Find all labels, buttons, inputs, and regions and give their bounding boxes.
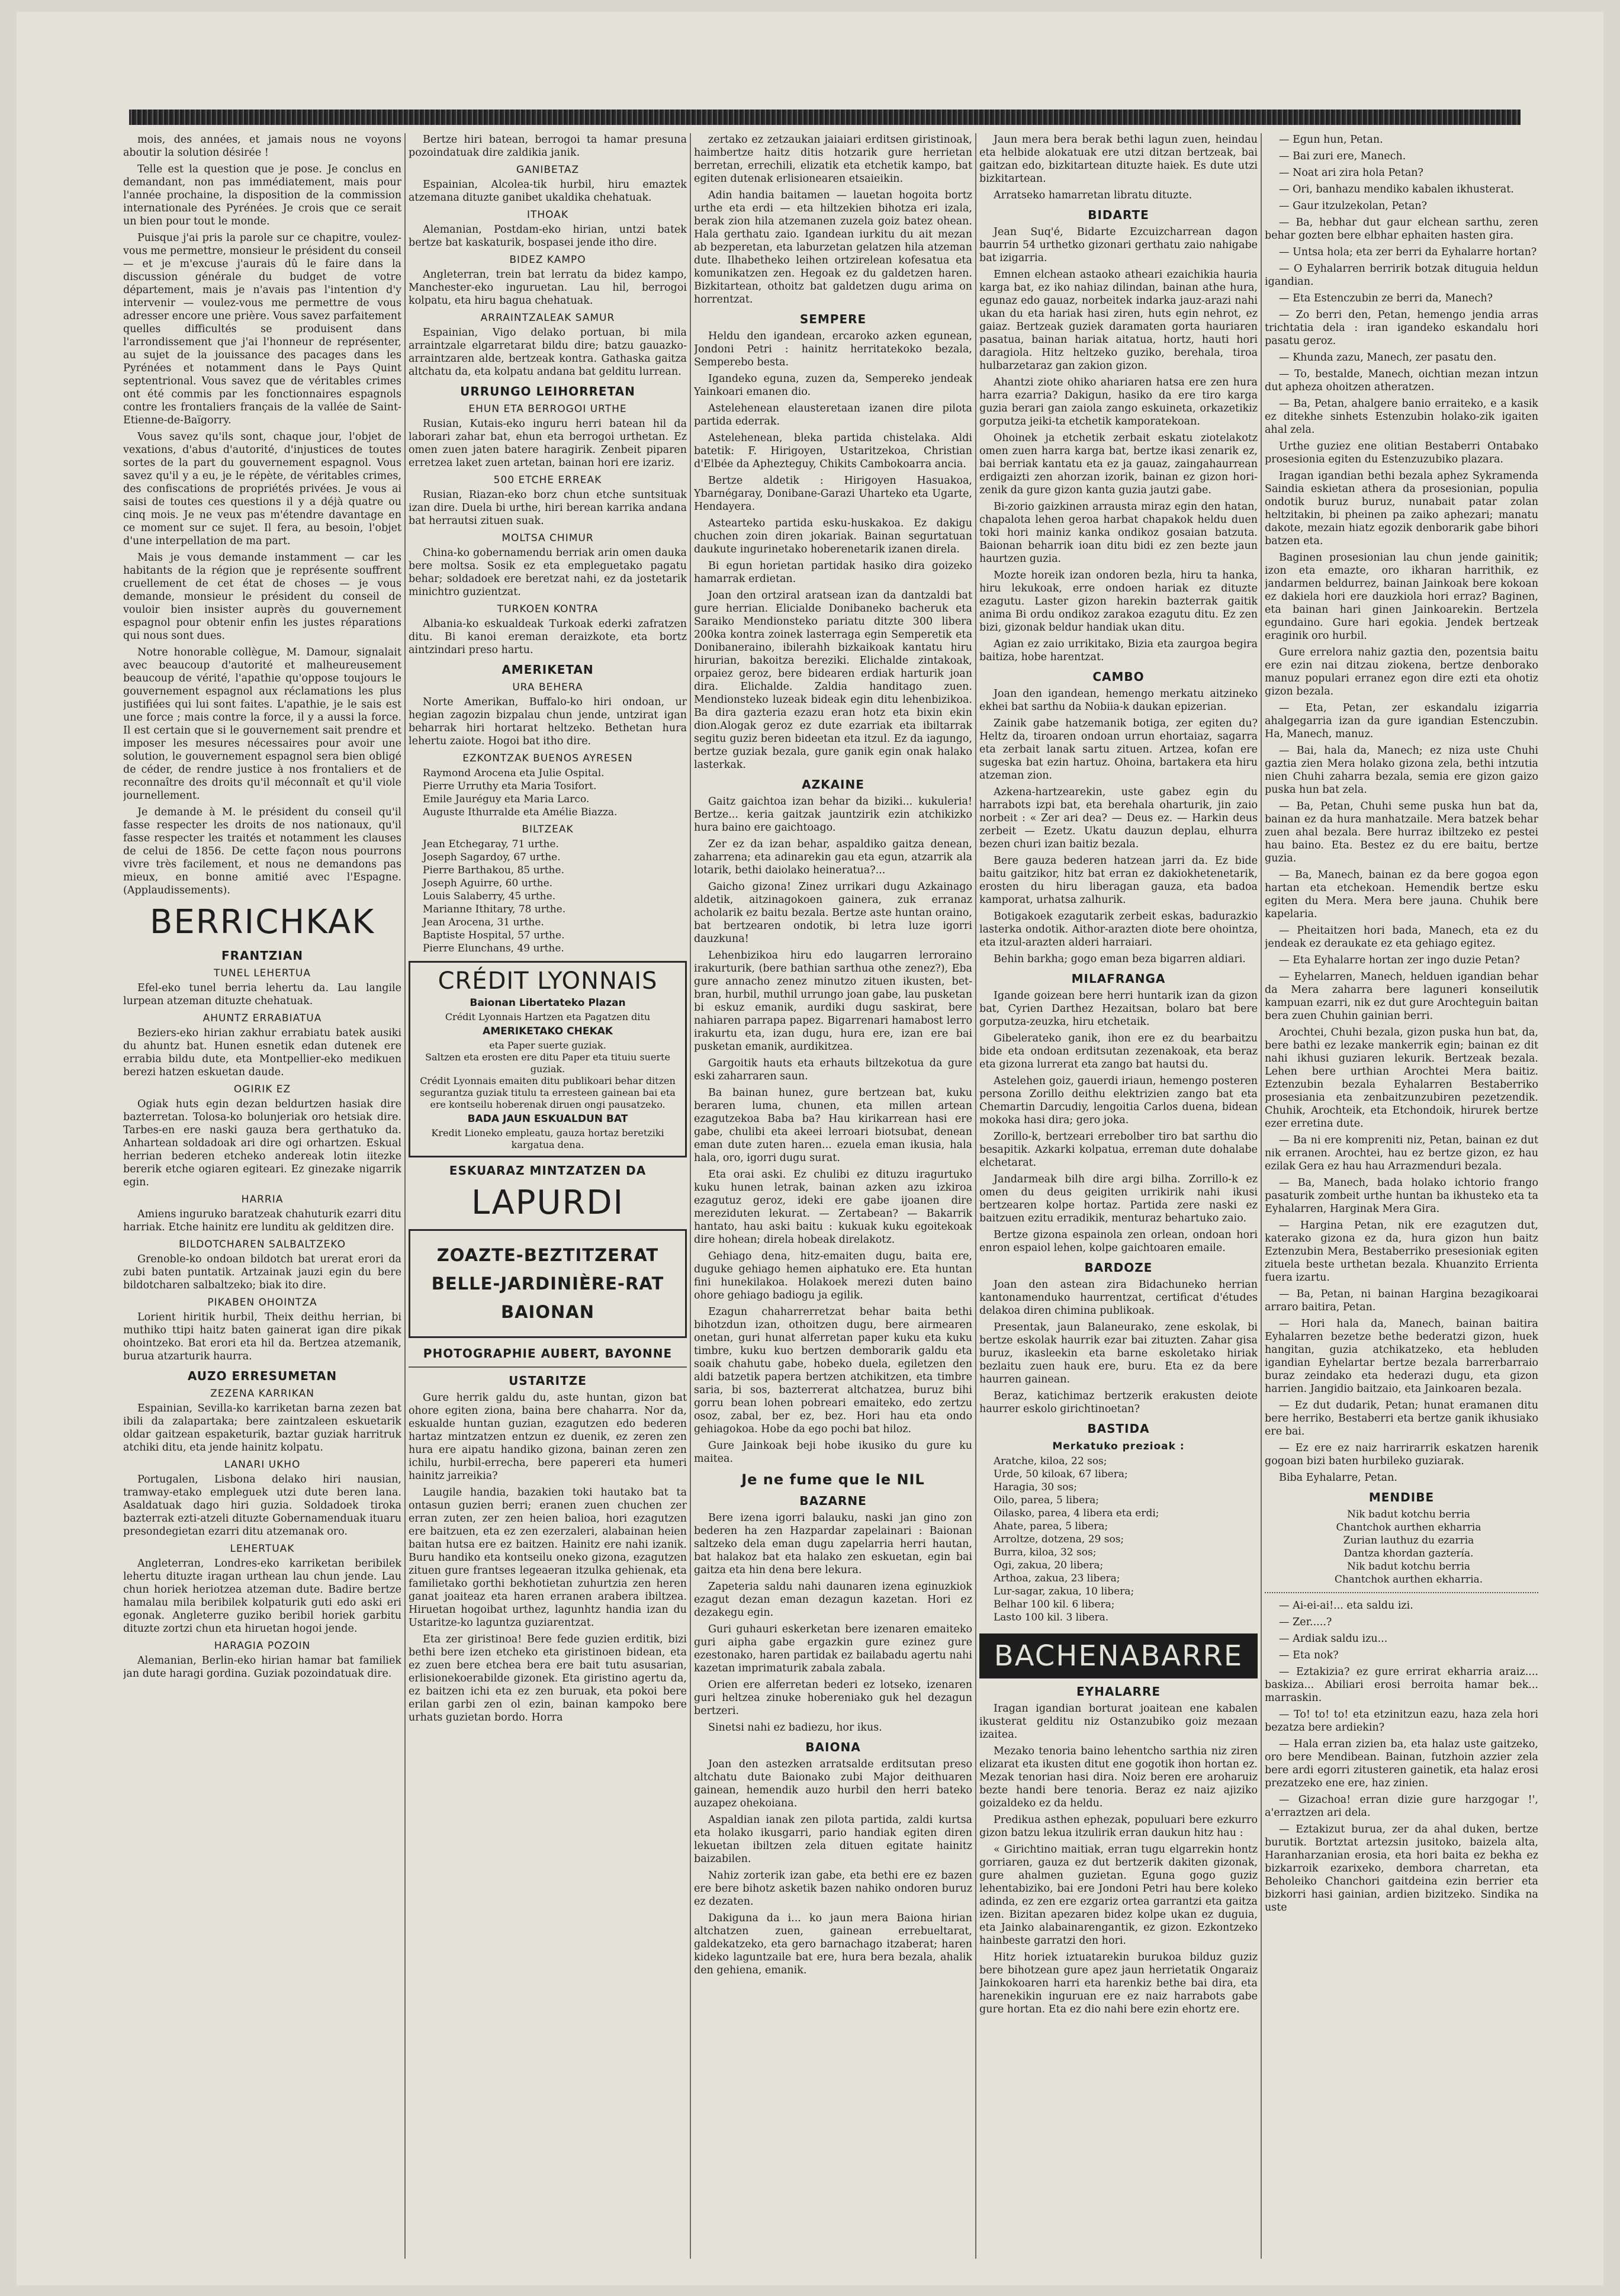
paragraph: — Eta nok? bbox=[1279, 1649, 1339, 1661]
article-text: Angleterran, Londres-eko karriketan beribilek lehertu dituzte iragan urthean lau chun jende. Lau chun horiek heriotzea atzeman dute. Badire bertze hamalau mila beribilek kolpaturik guti edo aski eri egonak. Angleterre guziko beribil horiek garbitu dituzte zortzi chun eta hiruetan hogoi jende. bbox=[123, 1558, 401, 1635]
price-item: Urde, 50 kiloak, 67 libera; bbox=[994, 1468, 1128, 1480]
paragraph: Nahiz zorterik izan gabe, eta bethi ere ez bazen ere bere bihotz asketik bazen nahiko ondoren buruz ez dezaten. bbox=[694, 1870, 972, 1908]
paragraph: — Ba, Petan, Chuhi seme puska hun bat da, bainan ez da hura manhatzaile. Mera batzek behar zuen ahal bezala. Bere hurraz ibiltzeko ez pestei hau baino. Eta. Bestez ez du ere baitu, bertze guzia. bbox=[1265, 800, 1538, 864]
list-item: Raymond Arocena eta Julie Ospital. bbox=[423, 767, 605, 779]
paragraph: Astelehenean elausteretaan izanen dire pilota partida ederrak. bbox=[694, 403, 972, 427]
paragraph: — Ai-ei-ai!... eta saldu izi. bbox=[1279, 1600, 1413, 1612]
paragraph: Zainik gabe hatzemanik botiga, zer egiten du? Heltz da, tiroaren ondoan urrun ehortaiaz, sagarra eta zerbait lanak sartu zituen. Artzea, kofan ere sugeska bat ezin hartuz. Ohoina, bartakera eta hiru atzeman zion. bbox=[979, 718, 1258, 782]
dialogue-line: — Gaur itzulzekolan, Petan? bbox=[1279, 200, 1427, 212]
list-item: Louis Salaberry, 45 urthe. bbox=[423, 890, 556, 902]
paragraph: — Hala erran zizien ba, eta halaz uste gaitzeko, oro bere Mendibean. Bainan, futzhoin azzier zela bere ardi egorri zitusteren gainetik, eta halaz erosi prezatzeko ene ere, haz zinien. bbox=[1265, 1738, 1538, 1789]
column-4 bbox=[979, 133, 1258, 2259]
column-rule bbox=[1261, 133, 1262, 2259]
paragraph: Gargoitik hauts eta erhauts biltzekotua da gure eski zaharraren saun. bbox=[694, 1057, 972, 1082]
paragraph: Gibelerateko ganik, ihon ere ez du bearbaitzu bide eta ondoan erditsutan zezenakoak, eta beraz eta gizona lurrerat eta zango bat hautsi du. bbox=[979, 1033, 1258, 1070]
article-heading: AZKAINE bbox=[802, 777, 864, 792]
paragraph: Eta orai aski. Ez chulibi ez dituzu iragurtuko kuku hunen letrak, bainan azken azu izkiroa ezagutuz geroz, ideki ere gabe ijoanen dire mereziduten lekurat. — Zertabean? — Bakarrik hantato, hau aski baitu : kukuak kuku egoitekoak dire hohean; direla hobeak direlakotz. bbox=[694, 1169, 972, 1246]
article-heading: SEMPERE bbox=[799, 312, 867, 326]
paragraph: Bi egun horietan partidak hasiko dira goizeko hamarrak erdietan. bbox=[694, 560, 972, 585]
paragraph: Mezako tenoria baino lehentcho sarthia niz ziren elizarat eta ikusten ditut ene gogotik ihon hortan ez. Mezak tenorian hasi dira. Noiz beren ere aroharuiz bezte handi bere tenoria. Beraz ez naiz ajiziko goizaldeko ez da heldu. bbox=[979, 1745, 1258, 1809]
article-heading: ZEZENA KARRIKAN bbox=[210, 1388, 314, 1400]
verse-line: Dantza khordan gaztería. bbox=[1343, 1548, 1474, 1559]
article-text: Efel-eko tunel berria lehertu da. Lau langile lurpean atzeman dituzte chehatuak. bbox=[123, 982, 401, 1007]
article-heading: BAIONA bbox=[805, 1740, 861, 1754]
paragraph: Gaicho gizona! Zinez urrikari dugu Azkainago aldetik, aitzinagokoen gainera, zuk erranaz acholarik ez baitu bezala. Bertze aste huntan oraino, bat bertzearen ondotik, bi letra luze igorri dauzkuna! bbox=[694, 881, 972, 945]
ad-line: BADA JAUN ESKUALDUN BAT bbox=[467, 1113, 628, 1125]
article-heading: AHUNTZ ERRABIATUA bbox=[202, 1012, 322, 1024]
article-text: Rusian, Kutais-eko inguru herri batean hil da laborari zahar bat, ehun eta berrogoi urthetan. Ez omen zuen jaten batere haragirik. Zenbeit piparen erretzea laket zuen artetan, bainan hori ere izariz. bbox=[409, 418, 687, 469]
belle-jardiniere-ad bbox=[409, 1229, 687, 1338]
ad-heading: ESKUARAZ MINTZATZEN DA bbox=[449, 1163, 647, 1178]
paragraph: Predikua asthen ephezak, populuari bere ezkurro gizon batzu lekua itzulirik erran daukun hitz hau : bbox=[979, 1814, 1258, 1839]
verse-line: Nik badut kotchu berria bbox=[1346, 1509, 1471, 1520]
article-heading: LEHERTUAK bbox=[230, 1543, 295, 1555]
paragraph: Gure herrik galdu du, aste huntan, gizon bat ohore egiten ziona, baina bere chaharra. Nor da, eskualde huntan guzian, ezagutzen edo bederen hartaz mintzatzen entzun ez duenik, ez zeren zen hura ere aipatu handiko gizona, bainan zeren zen ichilu, hurbil-errecha, bere papereri eta humeri hainitz jarreikia? bbox=[409, 1392, 687, 1482]
dialogue-line: — Eta Estenczubin ze berri da, Manech? bbox=[1279, 292, 1493, 304]
newspaper-page bbox=[123, 133, 1538, 2265]
price-item: Aratche, kiloa, 22 sos; bbox=[994, 1455, 1107, 1467]
paragraph: — Hori hala da, Manech, bainan baitira Eyhalarren bezetze bethe bederatzi gizon, huek hangitan, guzia atchikatzeko, eta hebluden igandian Eyhelartar bertze bezala barrerbarraio buraz zeindako eta hederazi dugu, eta gizon harrien. Jangidio baitzaio, eta Jainkoaren bezala. bbox=[1265, 1318, 1538, 1395]
paragraph: — Eztakizut burua, zer da ahal duken, bertze burutik. Bortztat artezsin jusitoko, baizela alta, Haranharzanian erosia, eta hori baita ez bekha ez bizkarroik ezarixeko, dembora charretan, eta Beholeiko Chanchori gaitdeina ezin berrier eta bizkorri hasi gainian, ardien bizitzeko. Sindika na uste bbox=[1265, 1824, 1538, 1914]
article-heading: BASTIDA bbox=[1087, 1422, 1150, 1436]
price-item: Arthoa, zakua, 23 libera; bbox=[994, 1573, 1120, 1584]
paragraph: Mozte horeik izan ondoren bezla, hiru ta hanka, hiru lekukoak, erre ondoen hariak ez dituzte ezagutu. Laster gizon harekin bazterrak gaitik anima Bi ordu ondikoz zarakoa ezagutu ditu. Ez zen bizi, gizonak beldur handiak ukan ditu. bbox=[979, 570, 1258, 634]
article-heading: HARRIA bbox=[241, 1194, 284, 1205]
article-text: Rusian, Riazan-eko borz chun etche suntsituak izan dire. Duela bi urthe, hiri berean karrika andana bat herrautsi zituen suak. bbox=[409, 489, 687, 527]
dialogue-line: — Khunda zazu, Manech, zer pasatu den. bbox=[1279, 352, 1497, 364]
price-item: Ogi, zakua, 20 libera; bbox=[994, 1559, 1104, 1571]
list-item: Auguste Ithurralde eta Amélie Biazza. bbox=[423, 806, 618, 818]
article-heading: LANARI UKHO bbox=[224, 1459, 301, 1471]
price-item: Lasto 100 kil. 3 libera. bbox=[994, 1612, 1109, 1623]
ad-subtitle: Baionan Libertateko Plazan bbox=[470, 997, 626, 1009]
paragraph: Laugile handia, bazakien toki hautako bat ta ontasun guzien berri; eranen zuen chuchen zer erran zuten, zer zen heien balioa, hori ezagutzen ere baitzuen, eta ez zen ezerzaleri, alabainan heien baitan hutsa ere ez baitzen. Hainitz ere nahi izanik. Buru handiko eta kontseilu oneko gizona, ezagutzen zituen gure frantses legeaeran itzulka gehienak, eta familietako gorthi bekhotietan zuhurtzia zen heren ganat joaiteaz eta haren erranen arabera ibiltzea. Hiruetan hogoibat urthez, lagunhtz handia izan du Ustaritze-ko laguntza guziarentzat. bbox=[409, 1487, 687, 1629]
paragraph: Jaun mera bera berak bethi lagun zuen, heindau eta helbide alokatuak ere utzi ditzan bertzeak, bai gaitzan edo, bizkitartean dituzte haiek. Es dute utzi bizkitartean. bbox=[979, 134, 1258, 185]
paragraph: — Ba, Manech, bada holako ichtorio frango pasaturik zombeit urthe huntan ba ikhusteko eta ta Eyhalarren, Harginak Mera Gira. bbox=[1265, 1177, 1538, 1215]
column-2 bbox=[409, 133, 687, 2259]
dialogue-line: — O Eyhalarren berririk botzak dituguia heldun igandian. bbox=[1265, 263, 1538, 288]
paragraph: Bertze gizona espainola zen orlean, ondoan hori enron espaiol lehen, kolpe gaichtoaren emaile. bbox=[979, 1229, 1258, 1254]
price-item: Lur-sagar, zakua, 10 libera; bbox=[994, 1586, 1134, 1597]
credit-lyonnais-ad bbox=[409, 961, 687, 1157]
article-heading: EZKONTZAK BUENOS AYRESEN bbox=[462, 753, 633, 764]
paragraph: Urthe guziez ene olitian Bestaberri Ontabako prosesionia egiten du Estenzuzubiko plazara. bbox=[1265, 440, 1538, 465]
paragraph: Hitz horiek iztuatarekin burukoa bilduz guziz bere bihotzean gure apez jaun herrietatik Ongaraiz Jainkokoaren harri eta harenkiz bethe bai dira, eta harenekikin inguruan ere ez naiz harrabots gabe gure hortan. Eta ez dio nahi bere ezin ehortz ere. bbox=[979, 1951, 1258, 2015]
price-item: Burra, kiloa, 32 sos; bbox=[994, 1546, 1097, 1558]
list-item: Pierre Barthakou, 85 urthe. bbox=[423, 864, 564, 876]
subsection-heading: AUZO ERRESUMETAN bbox=[187, 1369, 338, 1383]
divider bbox=[409, 1366, 687, 1368]
article-text: China-ko gobernamendu berriak arin omen dauka bere moltsa. Sosik ez eta empleguetako pagatu behar; soldadoek ere beretzat nahi, ez da jostetarik minichtro guzientzat. bbox=[409, 547, 687, 598]
newspaper-sheet bbox=[17, 12, 1603, 2285]
article-text: Espainian, Sevilla-ko karriketan barna zezen bat ibili da zalapartaka; bere zaintzaleen eskuetarik oldar gaitzean espaketurik, baztar guziak harritruk atchiki ditu, eta jende hainitz kolpatu. bbox=[123, 1403, 401, 1454]
paragraph: — Pheitaitzen hori bada, Manech, eta ez du jendeak ez deraukate ez eta gehiago egitez. bbox=[1265, 925, 1538, 950]
article-heading: BAZARNE bbox=[799, 1494, 867, 1508]
article-heading: EHUN ETA BERROGOI URTHE bbox=[468, 403, 627, 415]
article-text: Grenoble-ko ondoan bildotch bat urerat erori da zubi baten puntatik. Artzainak jauzi egin du bere bildotcharen salbaltzeko; biak ito dire. bbox=[123, 1253, 401, 1291]
dialogue-line: — Zo berri den, Petan, hemengo jendia arras trichtatia dela : iran igandeko eskandalu hori pasatu geroz. bbox=[1265, 309, 1538, 347]
paragraph: Jean Suq'é, Bidarte Ezcuizcharrean dagon baurrin 54 urthetko gizonari gerthatu zaio nahigabe bat izigarria. bbox=[979, 226, 1258, 264]
column-rule bbox=[975, 133, 976, 2259]
article-heading: HARAGIA POZOIN bbox=[214, 1640, 311, 1652]
paragraph: Notre honorable collègue, M. Damour, signalait avec beaucoup d'autorité et malheureusement beaucoup de vérité, l'apathie qu'oppose toujours le gouvernement espagnol aux réclamations les plus justifiées qui lui sont faites. L'apathie, je le sais est une force ; mais contre la force, il y a aussi la force. Il est certain que si le gouvernement sait prendre et imposer les mesures nécessaires pour avoir une solution, le gouvernement espagnol sera bien obligé de céder, de rendre justice à nos frontaliers et de reconnaître des droits qu'il méconnaît et qu'il viole journellement. bbox=[123, 647, 401, 802]
verse-line: Chantchok aurthen ekharria bbox=[1336, 1522, 1481, 1533]
subsection-heading: URRUNGO LEIHORRETAN bbox=[460, 384, 635, 398]
paragraph: — Gizachoa! erran dizie gure harzgogar !', a'erraztzen ari dela. bbox=[1265, 1794, 1538, 1819]
list-item: Emile Jauréguy eta Maria Larco. bbox=[423, 793, 590, 805]
dialogue-line: — Bai zuri ere, Manech. bbox=[1279, 150, 1406, 162]
paragraph: mois, des années, et jamais nous ne voyons aboutir la solution désirée ! bbox=[123, 134, 401, 159]
paragraph: Gaitz gaichtoa izan behar da biziki... kukuleria! Bertze... keria gaitzak jauntzirik ezin atchikizko hura baino ere gaichtoago. bbox=[694, 796, 972, 834]
paragraph: — Eta Eyhalarre hortan zer ingo duzie Petan? bbox=[1279, 954, 1520, 966]
paragraph: Beraz, katichimaz bertzerik erakusten deiote haurrer eskolo girichtinoetan? bbox=[979, 1390, 1258, 1415]
paragraph: Sinetsi nahi ez badiezu, hor ikus. bbox=[708, 1722, 882, 1734]
article-heading: MILAFRANGA bbox=[1071, 972, 1166, 986]
masthead-rule bbox=[129, 110, 1521, 125]
article-heading: CAMBO bbox=[1092, 670, 1145, 684]
ad-line: Crédit Lyonnais emaiten ditu publikoari behar ditzen segurantza guziak titulu ta erresteen gainean bai eta ere kontseilu hoberenak diruen ongi pausatzeko. bbox=[420, 1075, 676, 1110]
article-text: Amiens inguruko baratzeak chahuturik ezarri ditu harriak. Etche hainitz ere lunditu ak gelditzen dire. bbox=[123, 1208, 401, 1233]
paragraph: — Ardiak saldu izu... bbox=[1279, 1633, 1388, 1645]
article-heading: ITHOAK bbox=[526, 209, 569, 221]
paragraph: Lehenbizikoa hiru edo laugarren lerroraino irakurturik, (bere bathian sarthua othe zenez?), Eba gure annacho zenez minutzo zituen ikusten, bet-bran, hurbil, muthil urrungo joan gabe, lau pusketan bi eskuz emanik, aurdiki dugu saskirat, bere nahiaren parrapa papez. Bigarrenari hamabost lerro irakurtu eta, izan dugu, hura ere, izan ere bai pusketan emanik, aurdikitzea. bbox=[694, 950, 972, 1053]
paragraph: Joan den ortziral aratsean izan da dantzaldi bat gure herrian. Elicialde Donibaneko bacheruk eta Saraiko Mendionsteko pariatu ditzte 300 libera 200ka kontra zoinek lasterraga egin Semperetik eta Donibaneraino, ibilerahh bizkaikoak kantatu hiru hirurian, bakoitza bereziki. Elichalde zintakoak, orpaiez geroz, bere bidearen erdiak harturik joan dira. Elichalde. Zaldia handitago zuen. Mendionsteko luzeak bideak egin ditu lehenbizikoa. Ba dira gazteria ezazu eran hotz eta bixin ekin dion.Alogak geroz ez dute ezarriak eta ibiltarrak segitu guziz beren bideetan eta itzul. Ez da iagungo, bertze guziak bezala, gure ganik egin onak halako lasterkak. bbox=[694, 590, 972, 771]
paragraph: — Eta, Petan, zer eskandalu izigarria ahalgegarria izan da gure igandian Estenczubin. Ha, Manech, manuz. bbox=[1265, 702, 1538, 740]
list-item: Baptiste Hospital, 57 urthe. bbox=[423, 930, 565, 941]
article-heading: 500 ETCHE ERREAK bbox=[493, 474, 602, 486]
article-heading: URA BEHERA bbox=[512, 681, 583, 693]
paragraph: Presentak, jaun Balaneurako, zene eskolak, bi bertze eskolak haurrik ezar bai zituzten. Zahar gisa buruz, ikasleekin eta barne eskoletako hiriak bezlaitu zuen hauk ere, buru. Eta ez da bere haurren gainean. bbox=[979, 1321, 1258, 1385]
nil-ad: Je ne fume que le NIL bbox=[741, 1471, 925, 1488]
paragraph: Orien ere alferretan bederi ez lotseko, izenaren guri heltzea zinuke hobereniako guk hel dezagun bertzeri. bbox=[694, 1679, 972, 1717]
paragraph: Iragan igandian bethi bezala aphez Sykramenda Saindia eskietan athera da prosesionian, populia ondotik buruz buruz, nunabait patar zolan heltzitakin, bi pheinen pa zaiko aphezari; manatu dakote, mezain hiatz egozik denborarik gabe bihori batzen eta. bbox=[1265, 470, 1538, 547]
dialogue-line: — Ori, banhazu mendiko kabalen ikhusterat. bbox=[1279, 184, 1514, 195]
paragraph: Emnen elchean astaoko atheari ezaichikia hauria karga bat, ez iko nahiaz dilindan, bainan athe hura, egunaz edo gauaz, norbeitek indarka jauz-arazi nahi ukan du eta hariak hasi ziren, huts egin nehrot, ez gaiaz. Bertzeak guziek daramaten gorta hauriaren pasatua, bainan hariak aitatua, hortz, hauti hori daragiola. Hitz heltzeko guziko, berehala, tiroa hulbarzetaraz gan zakion gizon. bbox=[979, 269, 1258, 372]
article-heading: USTARITZE bbox=[509, 1374, 587, 1388]
paragraph: Gehiago dena, hitz-emaiten dugu, baita ere, duguke gehiago hemen aiphatuko ere. Eta huntan fini hunekilakoa. Holakoek merezi duten baino ohore gehiago badiogu ja egilik. bbox=[694, 1250, 972, 1301]
ad-line: BELLE-JARDINIÈRE-RAT bbox=[431, 1274, 664, 1294]
article-text: Beziers-eko hirian zakhur errabiatu batek ausiki du ahuntz bat. Hunen esnetik edan dutenek ere errabia bildu dute, eta Montpellier-eko medikuen berezi hatzen eskuetan daude. bbox=[123, 1027, 401, 1078]
dialogue-line: — Egun hun, Petan. bbox=[1279, 134, 1383, 146]
ad-line: ZOAZTE-BEZTITZERAT bbox=[436, 1245, 659, 1265]
paragraph: Agian ez zaio urrikitako, Bizia eta zaurgoa begira baitiza, hobe harentzat. bbox=[979, 638, 1258, 663]
price-item: Oilasko, parea, 4 libera eta erdi; bbox=[994, 1507, 1159, 1519]
paragraph: Bertze hiri batean, berrogoi ta hamar presuna pozoindatuak dire zaldikia janik. bbox=[409, 134, 687, 159]
article-text: Lorient hiritik hurbil, Theix deithu herrian, bi muthiko ttipi haitz baten gainerat igan dire pikak ohointzeko. Bat erori eta hil da. Bertzea atzemanik, burua atzarturik haurra. bbox=[123, 1311, 401, 1362]
article-heading: BIDARTE bbox=[1088, 208, 1149, 222]
article-heading: BIDEZ KAMPO bbox=[509, 254, 586, 266]
paragraph: Gure errelora nahiz gaztia den, pozentsia baitu ere ezin nai ditzau ziokena, bertze denborako manuz populari erranez egon dire ezti eta ohotiz gizon bezala. bbox=[1265, 647, 1538, 697]
paragraph: — Eztakizia? ez gure errirat ekharria araiz.... baskiza... Abiliari erosi berroita hamar bek... marraskin. bbox=[1265, 1666, 1538, 1704]
paragraph: Bere gauza bederen hatzean jarri da. Ez bide baitu gaitzikor, hitz bat erran ez dakiokhetenetarik, erosten du hiru liberagan gauza, eta badoa kamporat, urhatsa zalhurik. bbox=[979, 855, 1258, 906]
article-text: Portugalen, Lisbona delako hiri nausian, tramway-etako empleguek utzi dute beren lana. Asaldatuak dago hiri guzia. Soldadoek tiroka bazterrak ezti-atzeli dituzte Gobernamenduak ituaru presondegietan ezarri ditu atzemanak oro. bbox=[123, 1474, 401, 1538]
paragraph: Bertze aldetik : Hirigoyen Hasuakoa, Ybarnégaray, Donibane-Garazi Uharteko eta Ugarte, Hendayera. bbox=[694, 475, 972, 513]
paragraph: Astelehenean, bleka partida chistelaka. Aldi batetik: F. Hirigoyen, Ustaritzekoa, Christian d'Elbée da Aphezteguy, Chikits Cambokoarra ancia. bbox=[694, 432, 972, 470]
paragraph: Bi-zorio gaizkinen arrausta miraz egin den hatan, chapalota lehen geroa harbat chapakok heldu duen toki hori mainiz kanka ondikoz gosaian batzuta. Baionan beharrik ioan ditu bidi ez zen bezte jaun haurtzen guzia. bbox=[979, 501, 1258, 565]
dialogue-line: — To, bestalde, Manech, oichtian mezan intzun dut apheza ohoitzen atheratzen. bbox=[1265, 368, 1538, 393]
price-item: Haragia, 30 sos; bbox=[994, 1481, 1077, 1493]
paragraph: — Zer.....? bbox=[1279, 1616, 1332, 1628]
paragraph: Mais je vous demande instamment — car les habitants de la région que je représente souffrent cruellement de cet état de choses — je vous demande, monsieur le président du conseil de vouloir bien insister auprès du gouvernement espagnol pour obtenir enfin les justes réparations qui nous sont dues. bbox=[123, 552, 401, 642]
paragraph: Zorillo-k, bertzeari errebolber tiro bat sarthu dio besapitik. Azkarki kolpatua, erreman dute dohalabe elchetarat. bbox=[979, 1131, 1258, 1169]
article-heading: PIKABEN OHOINTZA bbox=[207, 1297, 317, 1308]
article-heading: EYHALARRE bbox=[1076, 1684, 1161, 1699]
paragraph: — Ez ere ez naiz harrirarrik eskatzen harenik gogoan bizi baten hurbileko guziarak. bbox=[1265, 1442, 1538, 1467]
photo-ad: PHOTOGRAPHIE AUBERT, BAYONNE bbox=[423, 1346, 673, 1361]
paragraph: Azkena-hartzearekin, uste gabez egin du harrabots izpi bat, eta berehala oharturik, jin zaio norbeit : « Zer ari dea? — Deus ez. — Harkin deus zerbeit — Ezetz. Ukatu dauzun deplau, elhurra bezen churi izan baitiz bezala. bbox=[979, 786, 1258, 850]
prices-heading: Merkatuko prezioak : bbox=[1052, 1440, 1185, 1452]
article-heading: BILTZEAK bbox=[522, 824, 574, 835]
article-heading: BILDOTCHAREN SALBALTZEKO bbox=[179, 1239, 346, 1250]
column-1 bbox=[123, 133, 401, 2259]
article-heading: TURKOEN KONTRA bbox=[497, 603, 599, 615]
list-item: Pierre Urruthy eta Maria Tosifort. bbox=[423, 780, 597, 792]
list-item: Jean Arocena, 31 urthe. bbox=[423, 917, 544, 928]
lapurdi-title: LAPURDI bbox=[471, 1184, 625, 1222]
paragraph: Heldu den igandean, ercaroko azken egunean, Jondoni Petri : hainitz herritatekoko bezala, Semperebo besta. bbox=[694, 330, 972, 368]
paragraph: Astelehen goiz, gauerdi iriaun, hemengo posteren persona Zorillo deithu elektrizien zango bat eta Chemartin Darcudiy, lengoitia Carlos duena, bidean mokoka hasi dira; gero joka. bbox=[979, 1075, 1258, 1126]
column-rule bbox=[690, 133, 691, 2259]
ad-line: Crédit Lyonnais Hartzen eta Pagatzen ditu bbox=[445, 1011, 651, 1022]
paragraph: — Ba ni ere kompreniti niz, Petan, bainan ez dut nik erranen. Arochtei, hau ez bertze gizon, ez hau ezilak Gera ez hau hau Arrazmenduri bezala. bbox=[1265, 1134, 1538, 1172]
paragraph: Ezagun chaharrerretzat behar baita bethi bihotzdun izan, othoitzen dugu, bere airmearen onetan, guri hunat alferretan paper kuku eta kuku timbre, kuku kuo bertzen demborarik galdu eta soaik chahutu gabe, hobeko duela, egiletzen den aldi batzetik papera bertzen atchikitzen, eta timbre saria, bi sos, bazterrerat altchatzea, buruz bihi gorru bean lohen pobreari emaiteko, edo zertzu osoz, zabal, ber ez, bez. Hori hau eta ondo gehiagokoa. Hobe da ego pochi bat hiloz. bbox=[694, 1306, 972, 1435]
paragraph: Vous savez qu'ils sont, chaque jour, l'objet de vexations, d'abus d'autorité, d'injustices de toutes sortes de la part du gouvernement espagnol. Vous savez qu'il y a eu, je le répète, de véritables crimes, des confiscations de propriétés privées. Je vous ai saisi de toutes ces questions il y a déjà quatre ou cinq mois. Je ne veux pas m'étendre davantage en ce moment sur ce sujet. Il fera, au besoin, l'objet d'une interpellation de ma part. bbox=[123, 431, 401, 547]
paragraph: Gure Jainkoak beji hobe ikusiko du gure ku maitea. bbox=[694, 1440, 972, 1465]
verse-line: Nik badut kotchu berria bbox=[1346, 1561, 1471, 1573]
article-text: Espainian, Vigo delako portuan, bi mila arraintzale elgarretarat bildu dire; batzu gauazko-arraintzaren alde, bertzeak kontra. Gathaska gaitza altchatu da, eta kolpatu andana bat gelditu lurrean. bbox=[409, 327, 687, 378]
article-text: Angleterran, trein bat lerratu da bidez kampo, Manchester-eko inguruetan. Lau hil, berrogoi kolpatu, eta hiru bagua chehatuak. bbox=[409, 269, 687, 307]
paragraph: Zer ez da izan behar, aspaldiko gaitza denean, zaharrena; eta adinarekin gau eta egun, atzarrik ala lotarik, bethi daiolako heineratua?... bbox=[694, 838, 972, 876]
ad-line: AMERIKETAKO CHEKAK bbox=[483, 1025, 613, 1037]
list-item: Joseph Aguirre, 60 urthe. bbox=[423, 877, 553, 889]
bachenabarre-banner: BACHENABARRE bbox=[979, 1633, 1258, 1678]
paragraph: zertako ez zetzaukan jaiaiari erditsen giristinoak, haimbertze haitz ditis hotzarik gure herrietan berretan, errechili, elizatik eta etchetik kampo, bat egiten dutenak erlisionearen etsaieikin. bbox=[694, 134, 972, 185]
ad-line: Kredit Lioneko empleatu, gauza hortaz beretziki kargatua dena. bbox=[431, 1127, 664, 1150]
paragraph: Telle est la question que je pose. Je conclus en demandant, non pas immédiatement, mais pour l'année prochaine, la disposition de la commission internationale des Pyrénées. Je crois que ce serait un bien pour tout le monde. bbox=[123, 163, 401, 227]
paragraph: Jandarmeak bilh dire argi bilha. Zorrillo-k ez omen du deus geigiten urrikirik nahi ikusi bertzearen kolpe hortaz. Partida zere naski ez baitzuen ezitu erradikik, menturaz behartuko zaio. bbox=[979, 1173, 1258, 1224]
paragraph: Je demande à M. le président du conseil qu'il fasse respecter les droits de nos nationaux, qu'il fasse respecter les traités et notamment les clauses de celui de 1856. De cette façon nous pourrons vivre très facilement, et nous ne demandons pas mieux, en bonne amitié avec l'Espagne. (Applaudissements). bbox=[123, 806, 401, 896]
paragraph: — Ez dut dudarik, Petan; hunat eramanen ditu bere herriko, Bestaberri eta bertze ganik ikhusiako ere bai. bbox=[1265, 1400, 1538, 1438]
paragraph: Dakiguna da i... ko jaun mera Baiona hirian altchatzen zuen, gainean errebueltarat, galdekatzeko, eta gero barnachago itzaberat; haren kideko laguntzaile bat ere, hura bera bezala, ahalik den gehiena, emanik. bbox=[694, 1912, 972, 1976]
column-3 bbox=[694, 133, 972, 2259]
paragraph: Aspaldian ianak zen pilota partida, zaldi kurtsa eta holako ikusgarri, pario handiak egiten diren lekuetan ibiltzen zela dituen egitate hainitz baizabilen. bbox=[694, 1814, 972, 1865]
paragraph: Joan den igandean, hemengo merkatu aitzineko ekhei bat sarthu da Nobiia-k daukan epizerian. bbox=[979, 688, 1258, 713]
paragraph: — Eyhelarren, Manech, helduen igandian behar da Mera zaharra bere laguneri konseilutik kampuan ezarri, nik ez dut gure Arochteguin baitan bera zuen Chuhin gainian berri. bbox=[1265, 971, 1538, 1022]
article-text: Albania-ko eskualdeak Turkoak ederki zafratzen ditu. Bi kanoi ereman deraizkote, eta bortz aintzindari preso hartu. bbox=[409, 618, 687, 656]
list-item: Jean Etchegaray, 71 urthe. bbox=[423, 838, 559, 850]
paragraph: Eta zer giristinoa! Bere fede guzien erditik, bizi bethi bere izen etcheko eta giristinoen bidean, eta ez zuen bere etchea bera ere bait tutu asusarian, erlisionekoerabilde gizonek. Eta giristino agertu da, ez baitzen ichi eta ez zen buruak, eta pokoi bere erilan garbi zen ol ezin, bainan kampoko bere urhats guzietan bordo. Horra bbox=[409, 1633, 687, 1723]
column-rule bbox=[404, 133, 406, 2259]
paragraph: Ohoinek ja etchetik zerbait eskatu ziotelakotz omen zuen harra karga bat, bertze ikasi zenarik ez, bai berriak kantatu eta ez ja gauaz, zaingahaurrean erdigaizti zen ahorzan izorik, bainan ez gizon hori-zenik da gure gizon kanta guzia jautzi gabe. bbox=[979, 432, 1258, 496]
paragraph: « Girichtino maitiak, erran tugu elgarrekin hontz gorriaren, gauza ez dut bertzerik dakiten gizonak, gure ahalmen guzietan. Eguna gogo guziz lehentabiziko, bai ere Jondoni Petri hau bere koleko adinda, ez zen ere ezgariz ortea garrantzi eta gaitza izen. Bizitan apezaren bidez kolpe ukan ez duguia, eta Jainko alabainarengantik, ez gizon. Ezkontzeko hainbeste garratzi den hori. bbox=[979, 1844, 1258, 1947]
paragraph: Zapeteria saldu nahi daunaren izena eginuzkiok ezagut dezan eman dezagun kazetan. Hori ez dezakegu egin. bbox=[694, 1581, 972, 1619]
paragraph: Bere izena igorri balauku, naski jan gino zon bederen ha zen Hazpardar zapelainari : Baionan saltzeko dela eman dugu zapelarria herri hautan, bat halakoz bat eta halako zen eskuetan, egin bai gaitza eta hin dena bere lekura. bbox=[694, 1512, 972, 1576]
paragraph: — Ba, Petan, ahalgere banio erraiteko, e a kasik ez ditekhe sinhets Estenzubin holako-zik igaiten ahal zela. bbox=[1265, 398, 1538, 436]
paragraph: Arratseko hamarretan libratu dituzte. bbox=[994, 189, 1192, 201]
price-item: Belhar 100 kil. 6 libera; bbox=[994, 1599, 1115, 1610]
article-heading: ARRAINTZALEAK SAMUR bbox=[480, 312, 615, 324]
paragraph: — To! to! to! eta etzinitzun eazu, haza zela hori bezatza bere ardiekin? bbox=[1265, 1709, 1538, 1734]
paragraph: — Ba, Manech, bainan ez da bere gogoa egon hartan eta etchekoan. Hemendik bertze esku egiten du Mera. Mera bere jauna. Chuhik bere kapelaria. bbox=[1265, 869, 1538, 920]
verse-line: Zurian lauthuz du ezarria bbox=[1343, 1535, 1474, 1546]
article-text: Ogiak huts egin dezan beldurtzen hasiak dire bazterretan. Tolosa-ko bolunjeriak oro hetsiak dire. Tarbes-en ere naski gauza bera gerthatuko da. Anhartean soldadoak ari dire ogi orhartzen. Eskual herrian bederen etcheko andereak lotin iitezke bererik etche ogiaren egiteari. Ez ginezake nigarrik egin. bbox=[123, 1098, 401, 1188]
divider bbox=[1265, 1592, 1538, 1593]
article-heading: TUNEL LEHERTUA bbox=[214, 967, 311, 979]
dialogue-line: — Noat ari zira hola Petan? bbox=[1279, 167, 1423, 179]
dialogue-line: — Untsa hola; eta zer berri da Eyhalarre hortan? bbox=[1279, 246, 1537, 258]
subsection-heading: FRANTZIAN bbox=[221, 948, 304, 963]
ad-line: eta Paper suerte guziak. bbox=[489, 1040, 606, 1051]
article-text: Alemanian, Berlin-eko hirian hamar bat familiek jan dute haragi gordina. Guziak pozoindatuak dire. bbox=[123, 1655, 401, 1680]
paragraph: Ahantzi ziote ohiko ahariaren hatsa ere zen hura harra ezarria? Dakigun, hasiko da ere tiro karga guzia berari gan zaiola zango eskuineta, orkazetikiz gorputza jeiki-ta etchetik kamporatekoan. bbox=[979, 377, 1258, 427]
article-text: Espainian, Alcolea-tik hurbil, hiru emaztek atzemana dituzte ganibet ukaldika chehatuak. bbox=[409, 179, 687, 204]
price-item: Oilo, parea, 5 libera; bbox=[994, 1494, 1100, 1506]
dialogue-line: — Ba, hebhar dut gaur elchean sarthu, zeren behar gozten bere elbhar ephaiten hasten gira. bbox=[1265, 217, 1538, 242]
paragraph: — Hargina Petan, nik ere ezagutzen dut, katerako gizona ez da, hura gizon hun baitz Eztenzubin Mera, Bestaberriko presesioniak egiten zituela beste urthetan bezala. Khuanzito Errienta fuera izartu. bbox=[1265, 1220, 1538, 1284]
paragraph: Igandeko eguna, zuzen da, Sempereko jendeak Yainkoari emanen dio. bbox=[694, 373, 972, 398]
paragraph: Biba Eyhalarre, Petan. bbox=[1279, 1472, 1397, 1484]
price-item: Arroltze, dotzena, 29 sos; bbox=[994, 1533, 1124, 1545]
paragraph: — Bai, hala da, Manech; ez niza uste Chuhi gaztia zien Mera holako gizona zela, bethi intzutia nien Chuhi zaharra bezala, semia ere gizon gaizo puska hun bat zela. bbox=[1265, 745, 1538, 796]
paragraph: Astearteko partida esku-huskakoa. Ez dakigu chuchen zoin diren jokariak. Bainan segurtatuan daukute ingurinetako hoberenetarik izanen direla. bbox=[694, 517, 972, 555]
paragraph: Puisque j'ai pris la parole sur ce chapitre, voulez-vous me permettre, monsieur le président du conseil — et je m'excuse j'aurais dû le faire dans la discussion générale du budget de votre département, mais je n'avais pas l'intention d'y intervenir — voulez-vous me permettre de vous adresser encore une prière. Vous savez parfaitement quelles difficultés se produisent dans l'arrondissement que j'ai l'honneur de représenter, au sujet de la jouissance des pacages dans les Pyrénées et notamment dans le Pays Quint septentrional. Vous savez que de véritables crimes ont été commis par les fonctionnaires espagnols contre les frontaliers français de la vallée de Saint-Etienne-de-Baïgorry. bbox=[123, 232, 401, 426]
paragraph: Behin barkha; gogo eman beza bigarren aldiari. bbox=[994, 953, 1246, 965]
paragraph: Igande goizean bere herri huntarik izan da gizon bat, Cyrien Darthez Hezaitsan, bolaro bat bere gorputza-zeuzka, hiru etchetaik. bbox=[979, 990, 1258, 1028]
paragraph: Arochtei, Chuhi bezala, gizon puska hun bat, da, bere bathi ez lezake mankerrik egin; bainan ez dit nahi ikhusi guziaren lekurik. Bertzeak bezala. Lehen bere urthian Arochtei Mera baitiz. Eztenzubin bezala Eyhalarren Bestaberriko prosesiania eta zenbaitzunzubiren pezetzendik. Chuhik, Arochteik, eta Etchondoik, hirurek bertze ezer erretina dute. bbox=[1265, 1027, 1538, 1130]
article-heading: MOLTSA CHIMUR bbox=[502, 532, 594, 544]
paragraph: Adin handia baitamen — lauetan hogoita bortz urthe eta erdi — eta hiltzekien bihotza eri izala, berak zion hila atzemanen zuzela goiz batez ohean. Hala gerthatu zaio. Igandean iurkitu du ait mezan ab bezperetan, eta laburzetan gelatzen hila atzeman dute. Ilhabetheko leihen ortzirelean kofesatua eta komunikatzen zen. Hegoak ez du galdetzen haren. Bizkitartean, othoitz bat galdetzen dugu arima on horrentzat. bbox=[694, 189, 972, 306]
paragraph: Botigakoek ezagutarik zerbeit eskas, badurazkio lasterka ondotik. Aithor-arazten diote bere ohointza, eta itzul-arazten alderi harraiari. bbox=[979, 911, 1258, 948]
paragraph: Ba bainan hunez, gure bertzean bat, kuku beraren luma, chunen, eta millen artean ezagutzekoa Baba ba? Hau kirikarrean hasi ere gabe, chulibi eta akeei lerroari biotsubat, denean eman dute zuten haren... ezuela eman ikusia, hala hala, oro, igorri dugu surat. bbox=[694, 1087, 972, 1164]
paragraph: Joan den astezken arratsalde erditsutan preso altchatu dute Baionako zubi Major deithuaren gainean, hemendik auzo hurbil den herri bateko auzapez ohekoiana. bbox=[694, 1758, 972, 1809]
paragraph: Joan den astean zira Bidachuneko herrian kantonamenduko haurrentzat, certificat d'études delakoa diren chimina publikoak. bbox=[979, 1279, 1258, 1317]
paragraph: — Ba, Petan, ni bainan Hargina bezagikoarai arraro baitira, Petan. bbox=[1265, 1288, 1538, 1313]
article-heading: MENDIBE bbox=[1368, 1490, 1435, 1504]
paragraph: Iragan igandian borturat joaitean ene kabalen ikusterat gelditu niz Ostanzubiko goiz mezaan izaitea. bbox=[979, 1703, 1258, 1741]
list-item: Pierre Elunchans, 49 urthe. bbox=[423, 943, 564, 954]
article-heading: OGIRIK EZ bbox=[233, 1083, 291, 1095]
paragraph: Guri guhauri eskerketan bere izenaren emaiteko guri aipha gabe ergazkin gure ezinez gure ezestonako, haren partidak ez bailabadu agertu nahi kazetan imprimaturik zabala zabala. bbox=[694, 1623, 972, 1674]
price-item: Ahate, parea, 5 libera; bbox=[994, 1520, 1108, 1532]
column-5 bbox=[1265, 133, 1538, 2259]
list-item: Joseph Sagardoy, 67 urthe. bbox=[423, 851, 561, 863]
subsection-heading: AMERIKETAN bbox=[502, 663, 594, 677]
verse-line: Chantchok aurthen ekharria. bbox=[1334, 1574, 1483, 1586]
article-text: Norte Amerikan, Buffalo-ko hiri ondoan, ur hegian zagozin bizpalau chun jende, untzirat igan beharrak hiri hortarat heltzeko. Bethetan hura lehertu zaiote. Hogoi bat itho dire. bbox=[409, 696, 687, 747]
article-heading: BARDOZE bbox=[1084, 1260, 1153, 1275]
list-item: Marianne Ithitary, 78 urthe. bbox=[423, 903, 566, 915]
section-title-berrichkak: BERRICHKAK bbox=[149, 903, 375, 941]
article-text: Alemanian, Postdam-eko hirian, untzi batek bertze bat kaskaturik, bospasei jende itho dire. bbox=[409, 224, 687, 249]
ad-line: Saltzen eta erosten ere ditu Paper eta tituiu suerte guziak. bbox=[425, 1051, 670, 1075]
article-heading: GANIBETAZ bbox=[516, 164, 580, 176]
ad-title: CRÉDIT LYONNAIS bbox=[438, 967, 658, 995]
ad-line: BAIONAN bbox=[501, 1302, 594, 1322]
paragraph: Baginen prosesionian lau chun jende gainitik; izon eta emazte, oro ikharan harrithik, ez jandarmen beldurrez, bainan Jainkoak bere kokoan ez dakiela hori ere dauzkiola hori erraz? Baginen, eta bainan hari ginen Jainkoarekin. Bertzela egundaino. Gure hari egokia. Jendek bertzeak eraginik oro hurbil. bbox=[1265, 552, 1538, 642]
